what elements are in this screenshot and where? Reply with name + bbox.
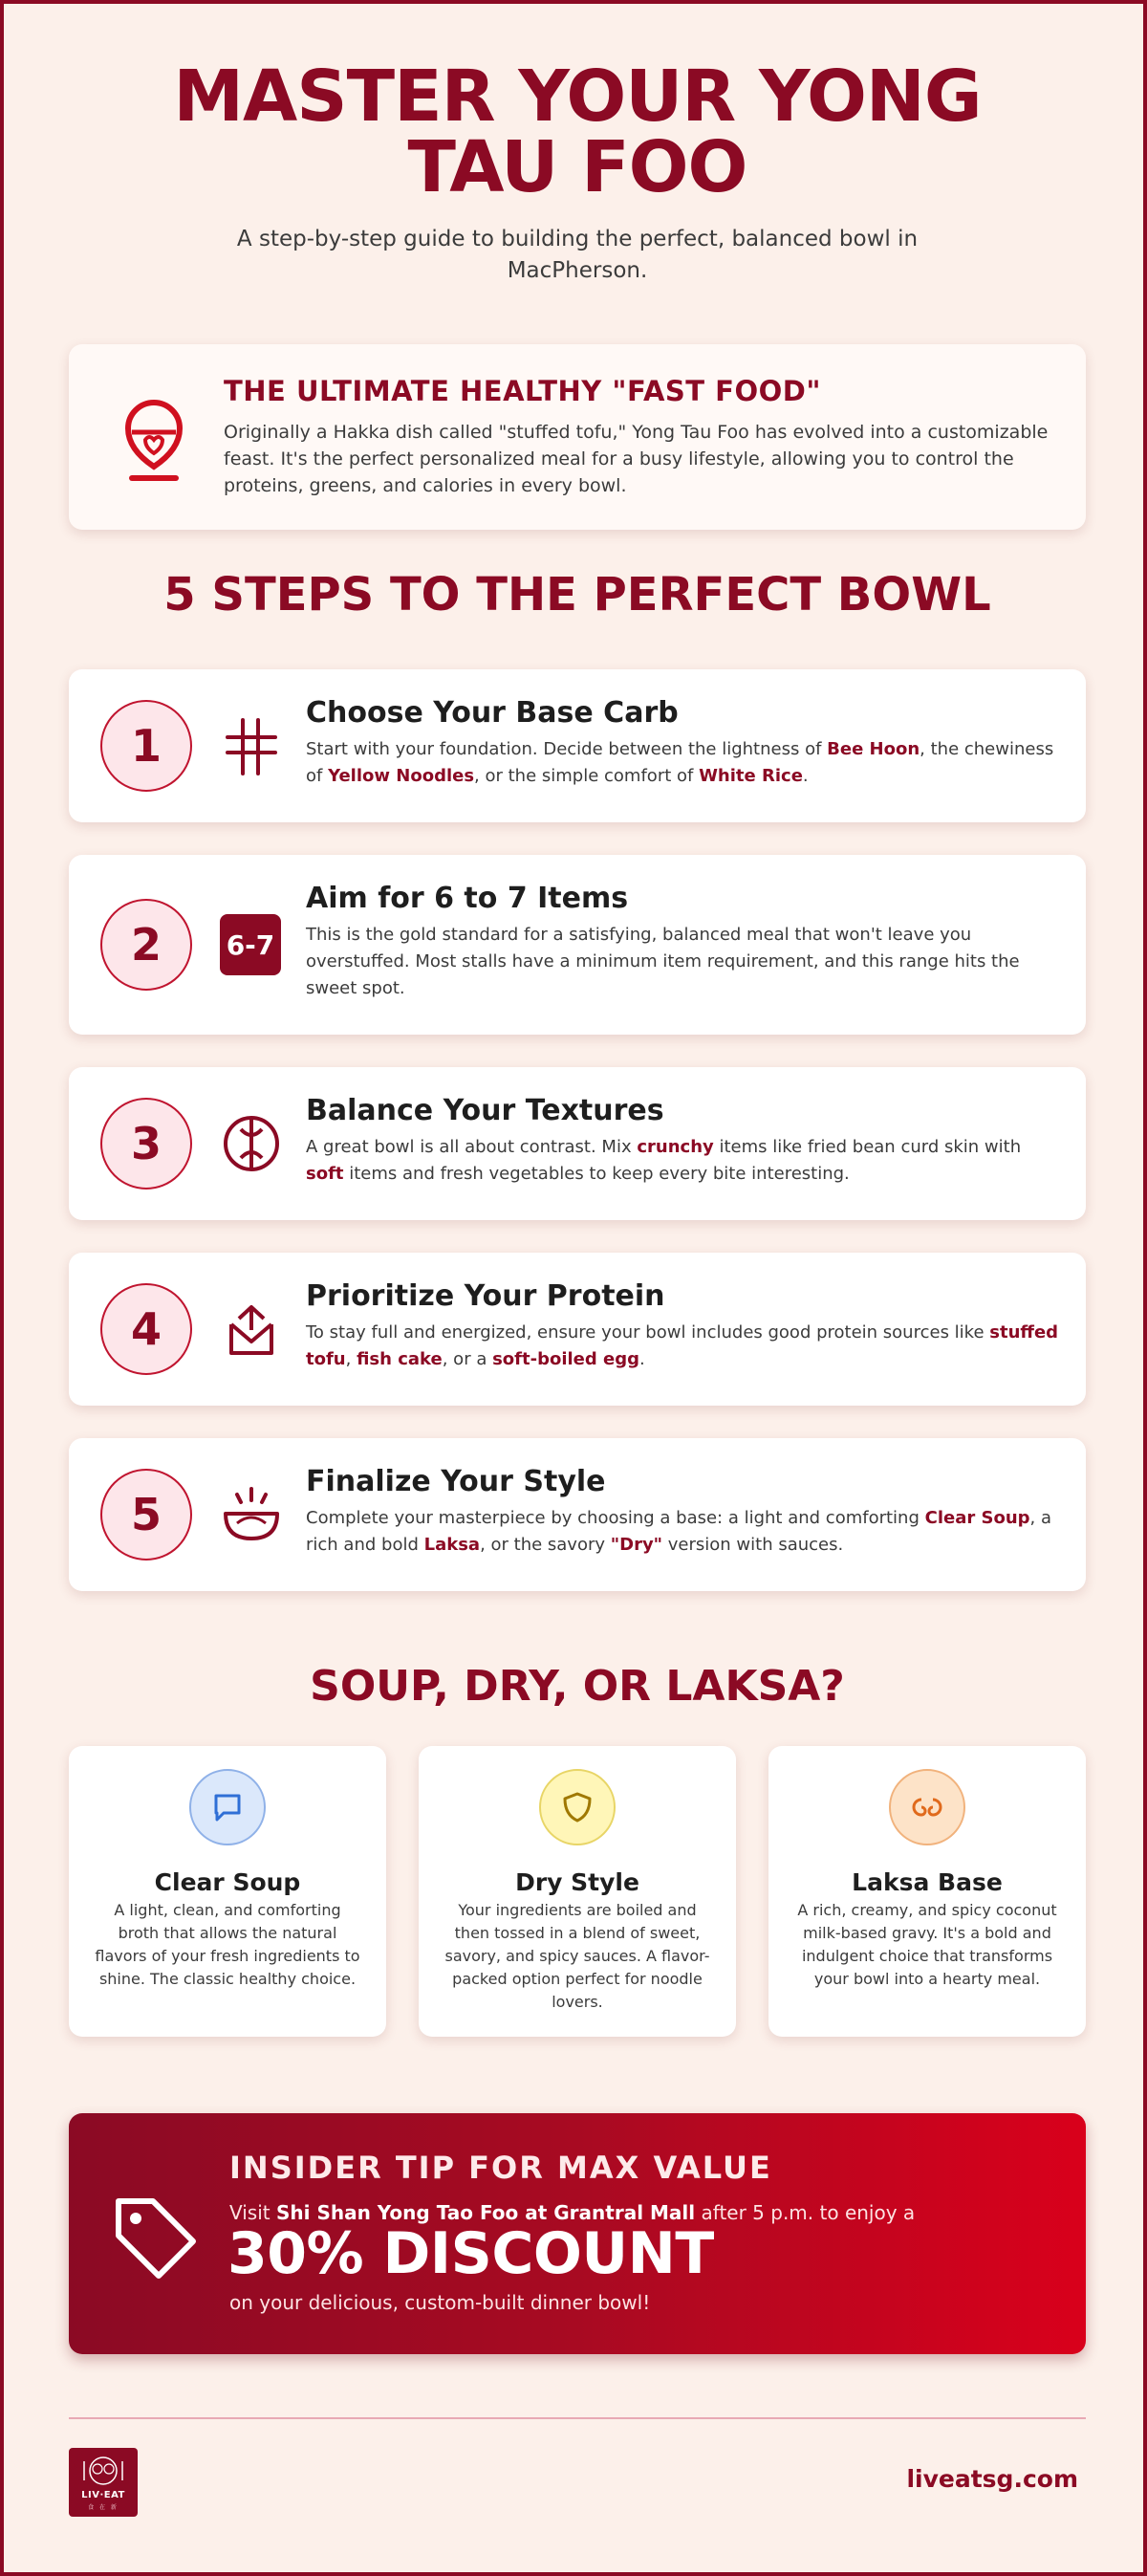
header: [4, 55, 1147, 287]
tip-title: INSIDER TIP FOR MAX VALUE: [229, 2150, 772, 2186]
option-card-dry-style: [419, 1746, 736, 2037]
badge-text: 6-7: [220, 914, 281, 975]
step-text: A great bowl is all about contrast. Mix crunchy items like fried bean curd skin with soft items and fresh vegetables to keep every bite interesting.: [306, 1137, 1022, 1184]
tip-after-text: on your delicious, custom-built dinner bowl!: [229, 2291, 651, 2314]
step-card-4: [69, 1253, 1086, 1406]
discount-text: 30% DISCOUNT: [227, 2220, 714, 2287]
intro-text: Originally a Hakka dish called "stuffed tofu," Yong Tau Foo has evolved into a customizable feast. It's the perfect personalized meal for a busy lifestyle, allowing you to control the proteins, greens, and calories in every bowl.: [224, 422, 1049, 496]
option-title: Dry Style: [515, 1868, 639, 1896]
logo-subtext: 食 在 新: [88, 2504, 119, 2511]
step-title: Aim for 6 to 7 Items: [306, 882, 629, 915]
logo-text: LIV·EAT: [81, 2490, 125, 2500]
step-card-1: [69, 669, 1086, 822]
logo-emblem-icon: [69, 2448, 138, 2490]
price-tag-icon: [109, 2192, 201, 2283]
step-card-3: [69, 1067, 1086, 1220]
options-section-title: SOUP, DRY, OR LAKSA?: [310, 1662, 845, 1711]
page-title: MASTER YOUR YONG TAU FOO: [173, 55, 982, 208]
step-text: Complete your masterpiece by choosing a base: a light and comforting Clear Soup, a rich and bold Laksa, or the savory "Dry" version with sauces.: [306, 1508, 1052, 1555]
step-text: To stay full and energized, ensure your bowl includes good protein sources like stuffed tofu, fish cake, or a soft-boiled egg.: [306, 1322, 1059, 1369]
noodle-swirl-icon: [889, 1769, 965, 1845]
option-title: Clear Soup: [154, 1868, 301, 1896]
option-title: Laksa Base: [852, 1868, 1003, 1896]
intro-card: [69, 344, 1086, 530]
step-number: 1: [100, 700, 192, 792]
step-number: 3: [100, 1098, 192, 1190]
step-title: Balance Your Textures: [306, 1094, 664, 1127]
shield-icon: [539, 1769, 616, 1845]
step-card-5: [69, 1438, 1086, 1591]
option-text: A light, clean, and comforting broth that allows the natural flavors of your fresh ingredients to shine. The classic healthy choice.: [95, 1901, 360, 1988]
option-card-laksa-base: [768, 1746, 1086, 2037]
step-number: 4: [100, 1283, 192, 1375]
6-7-badge-icon: [220, 914, 283, 977]
steaming-bowl-icon: [220, 1483, 283, 1546]
steps-section-title: 5 STEPS TO THE PERFECT BOWL: [163, 568, 991, 622]
speech-bubble-icon: [189, 1769, 266, 1845]
option-text: A rich, creamy, and spicy coconut milk-based gravy. It's a bold and indulgent choice that transforms your bowl into a hearty meal.: [797, 1901, 1057, 1988]
website-link[interactable]: liveatsg.com: [906, 2465, 1078, 2493]
step-number: 5: [100, 1469, 192, 1561]
option-card-clear-soup: [69, 1746, 386, 2037]
intro-title: THE ULTIMATE HEALTHY "FAST FOOD": [224, 375, 821, 407]
balance-icon: [220, 1112, 283, 1175]
step-title: Prioritize Your Protein: [306, 1279, 665, 1313]
page-subtitle: A step-by-step guide to building the perfect, balanced bowl in MacPherson.: [236, 227, 919, 283]
step-text: Start with your foundation. Decide between the lightness of Bee Hoon, the chewiness of Yellow Noodles, or the simple comfort of White Rice.: [306, 739, 1054, 786]
step-text: This is the gold standard for a satisfying, balanced meal that won't leave you overstuffed. Most stalls have a minimum item requirement, and this range hits the sweet spot.: [306, 925, 1020, 998]
option-text: Your ingredients are boiled and then tossed in a blend of sweet, savory, and spicy sauces. A flavor-packed option perfect for noodle lovers.: [444, 1901, 710, 2011]
step-title: Finalize Your Style: [306, 1465, 606, 1498]
step-title: Choose Your Base Carb: [306, 696, 679, 730]
tip-line: Visit Shi Shan Yong Tao Foo at Grantral Mall after 5 p.m. to enjoy a: [229, 2201, 916, 2224]
footer-divider: [69, 2417, 1086, 2419]
insider-tip-banner: [69, 2113, 1086, 2354]
bowl-heart-icon: [111, 390, 197, 486]
step-number: 2: [100, 899, 192, 991]
step-card-2: [69, 855, 1086, 1035]
chopsticks-icon: [220, 714, 283, 777]
liveat-logo: [69, 2448, 138, 2517]
protein-box-icon: [220, 1298, 283, 1361]
